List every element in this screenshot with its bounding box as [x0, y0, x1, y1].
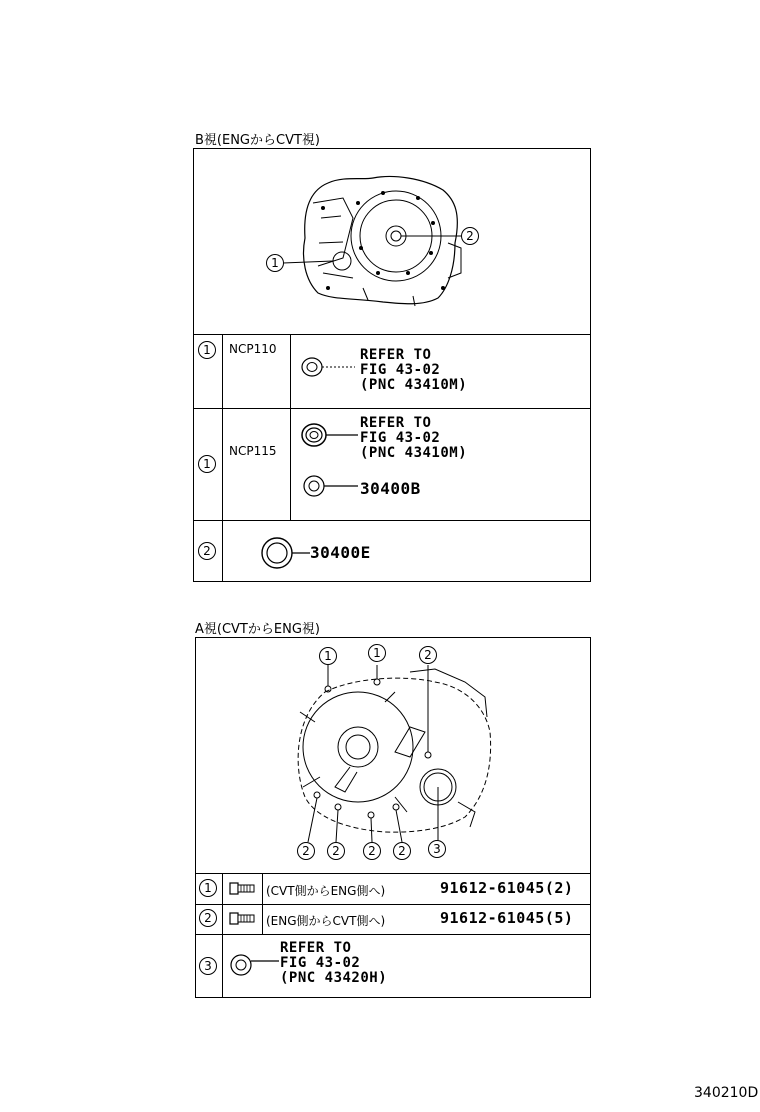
row-number: 2: [198, 542, 216, 560]
refer-line: (PNC 43410M): [360, 377, 468, 393]
refer-line: FIG 43-02: [280, 955, 361, 971]
view-b-transmission-drawing: [193, 148, 591, 334]
divider: [222, 334, 223, 582]
row-number: 1: [199, 879, 217, 897]
callout-2-marker: 2: [363, 842, 381, 860]
callout-1-marker: 1: [368, 644, 386, 662]
refer-line: FIG 43-02: [360, 362, 441, 378]
refer-line: REFER TO: [360, 347, 432, 363]
oil-seal-icon: [300, 356, 360, 378]
callout-2-marker: 2: [419, 646, 437, 664]
view-b-title: B視(ENGからCVT視): [195, 133, 320, 148]
divider: [195, 934, 591, 935]
bolt-direction-label: (ENG側からCVT側へ): [266, 914, 386, 928]
callout-2-marker: 2: [297, 842, 315, 860]
view-a-title: A視(CVTからENG視): [195, 622, 320, 637]
row-number: 1: [198, 455, 216, 473]
oil-seal-icon: [229, 952, 285, 978]
refer-line: FIG 43-02: [360, 430, 441, 446]
divider: [262, 873, 263, 934]
view-a-transmission-drawing: [195, 637, 591, 873]
refer-line: (PNC 43420H): [280, 970, 388, 986]
callout-2-marker: 2: [461, 227, 479, 245]
divider: [193, 408, 591, 409]
callout-3-marker: 3: [428, 840, 446, 858]
oil-seal-icon: [260, 536, 312, 570]
bolt-icon: [228, 880, 258, 898]
divider: [222, 873, 223, 998]
divider: [193, 520, 591, 521]
model-label: NCP110: [229, 342, 277, 356]
bolt-icon: [228, 910, 258, 928]
figure-id: 340210D: [694, 1085, 759, 1101]
row-number: 2: [199, 909, 217, 927]
oil-seal-icon: [302, 474, 362, 498]
oil-seal-icon: [300, 422, 360, 448]
divider: [193, 334, 591, 335]
divider: [290, 334, 291, 520]
part-number: 30400E: [310, 543, 371, 562]
part-number: 91612-61045(2): [440, 879, 574, 897]
model-label: NCP115: [229, 444, 277, 458]
row-number: 3: [199, 957, 217, 975]
refer-line: (PNC 43410M): [360, 445, 468, 461]
callout-1-marker: 1: [266, 254, 284, 272]
callout-1-marker: 1: [319, 647, 337, 665]
callout-2-marker: 2: [393, 842, 411, 860]
divider: [195, 873, 591, 874]
part-number: 30400B: [360, 479, 421, 498]
divider: [195, 904, 591, 905]
refer-line: REFER TO: [280, 940, 352, 956]
part-number: 91612-61045(5): [440, 909, 574, 927]
bolt-direction-label: (CVT側からENG側へ): [266, 884, 386, 898]
refer-line: REFER TO: [360, 415, 432, 431]
callout-2-marker: 2: [327, 842, 345, 860]
row-number: 1: [198, 341, 216, 359]
